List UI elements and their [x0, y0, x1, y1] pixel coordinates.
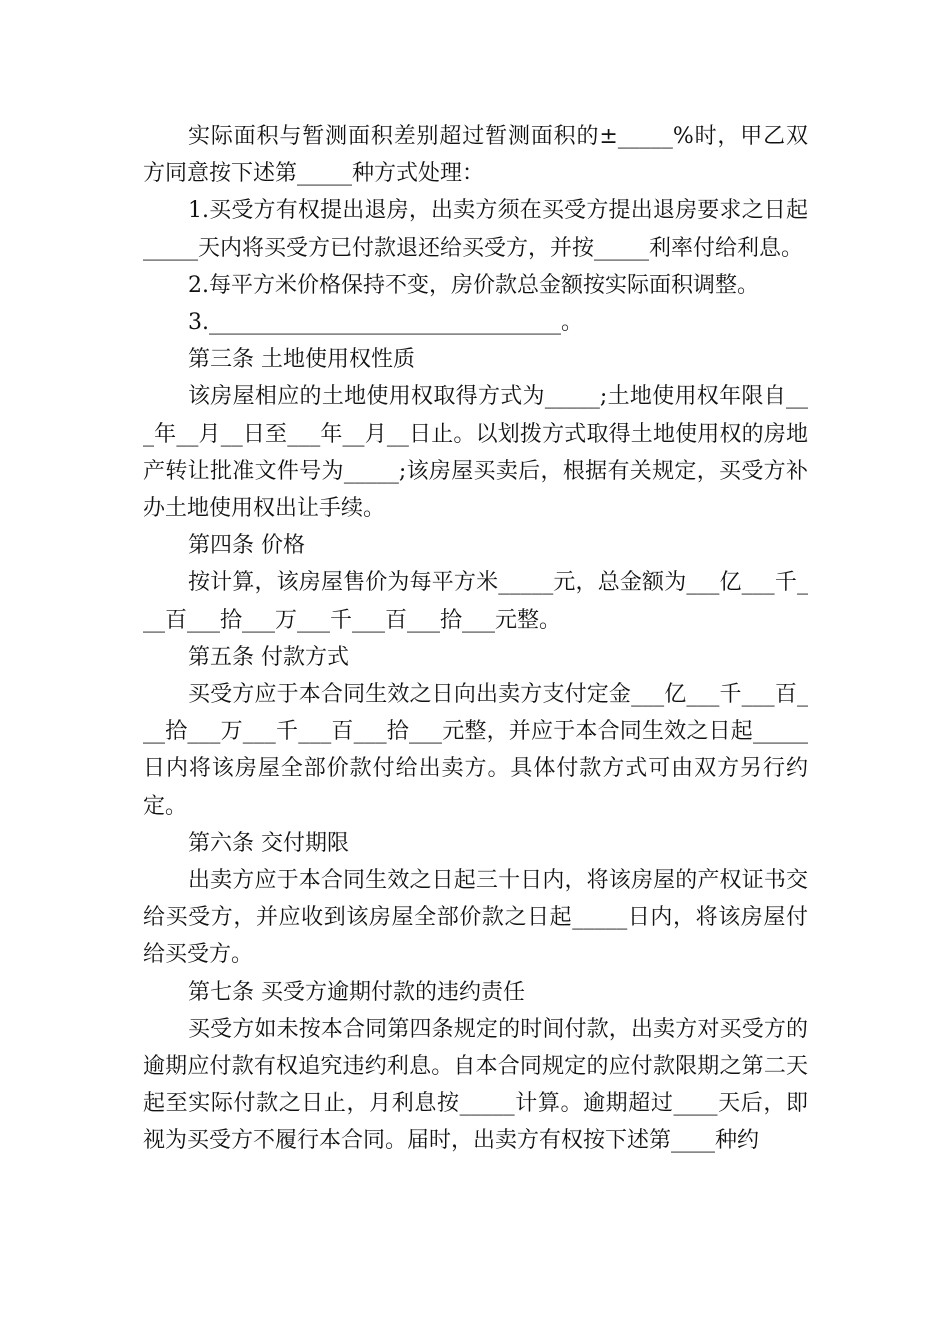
option-1-refund: 1.买受方有权提出退房，出卖方须在买受方提出退房要求之日起_____天内将买受方已付款退还给买受方，并按_____利率付给利息。 — [143, 198, 808, 261]
article-5-body: 买受方应于本合同生效之日向出卖方支付定金___亿___千___百___拾___万___千___百___拾___元整，并应于本合同生效之日起_____日内将该房屋全部价款付给出卖方。具体付款方式可由双方另行约定。 — [143, 682, 808, 819]
area-difference-clause: 实际面积与暂测面积差别超过暂测面积的±_____%时，甲乙双方同意按下述第_____种方式处理： — [143, 124, 808, 187]
article-6-heading: 第六条 交付期限 — [188, 830, 349, 856]
option-2-adjust: 2.每平方米价格保持不变，房价款总金额按实际面积调整。 — [188, 272, 759, 298]
article-4-heading: 第四条 价格 — [188, 533, 305, 559]
article-7-heading: 第七条 买受方逾期付款的违约责任 — [188, 979, 525, 1005]
article-6-body: 出卖方应于本合同生效之日起三十日内，将该房屋的产权证书交给买受方，并应收到该房屋全部价款之日起_____日内，将该房屋付给买受方。 — [143, 868, 808, 968]
article-3-body: 该房屋相应的土地使用权取得方式为_____;土地使用权年限自___年__月__日至___年__月__日止。以划拨方式取得土地使用权的房地产转让批准文件号为_____;该房屋买卖后，根据有关规定，买受方补办土地使用权出让手续。 — [143, 384, 808, 522]
article-4-body: 按计算，该房屋售价为每平方米_____元，总金额为___亿___千___百___拾___万___千___百___拾___元整。 — [143, 570, 808, 633]
article-7-body: 买受方如未按本合同第四条规定的时间付款，出卖方对买受方的逾期应付款有权追究违约利息。自本合同规定的应付款限期之第二天起至实际付款之日止，月利息按_____计算。逾期超过____天后，即视为买受方不履行本合同。届时，出卖方有权按下述第____种约 — [143, 1016, 808, 1154]
contract-page — [143, 118, 808, 1160]
article-3-heading: 第三条 土地使用权性质 — [188, 347, 415, 373]
article-5-heading: 第五条 付款方式 — [188, 644, 349, 670]
option-3-blank: 3.________________________________。 — [188, 310, 583, 336]
